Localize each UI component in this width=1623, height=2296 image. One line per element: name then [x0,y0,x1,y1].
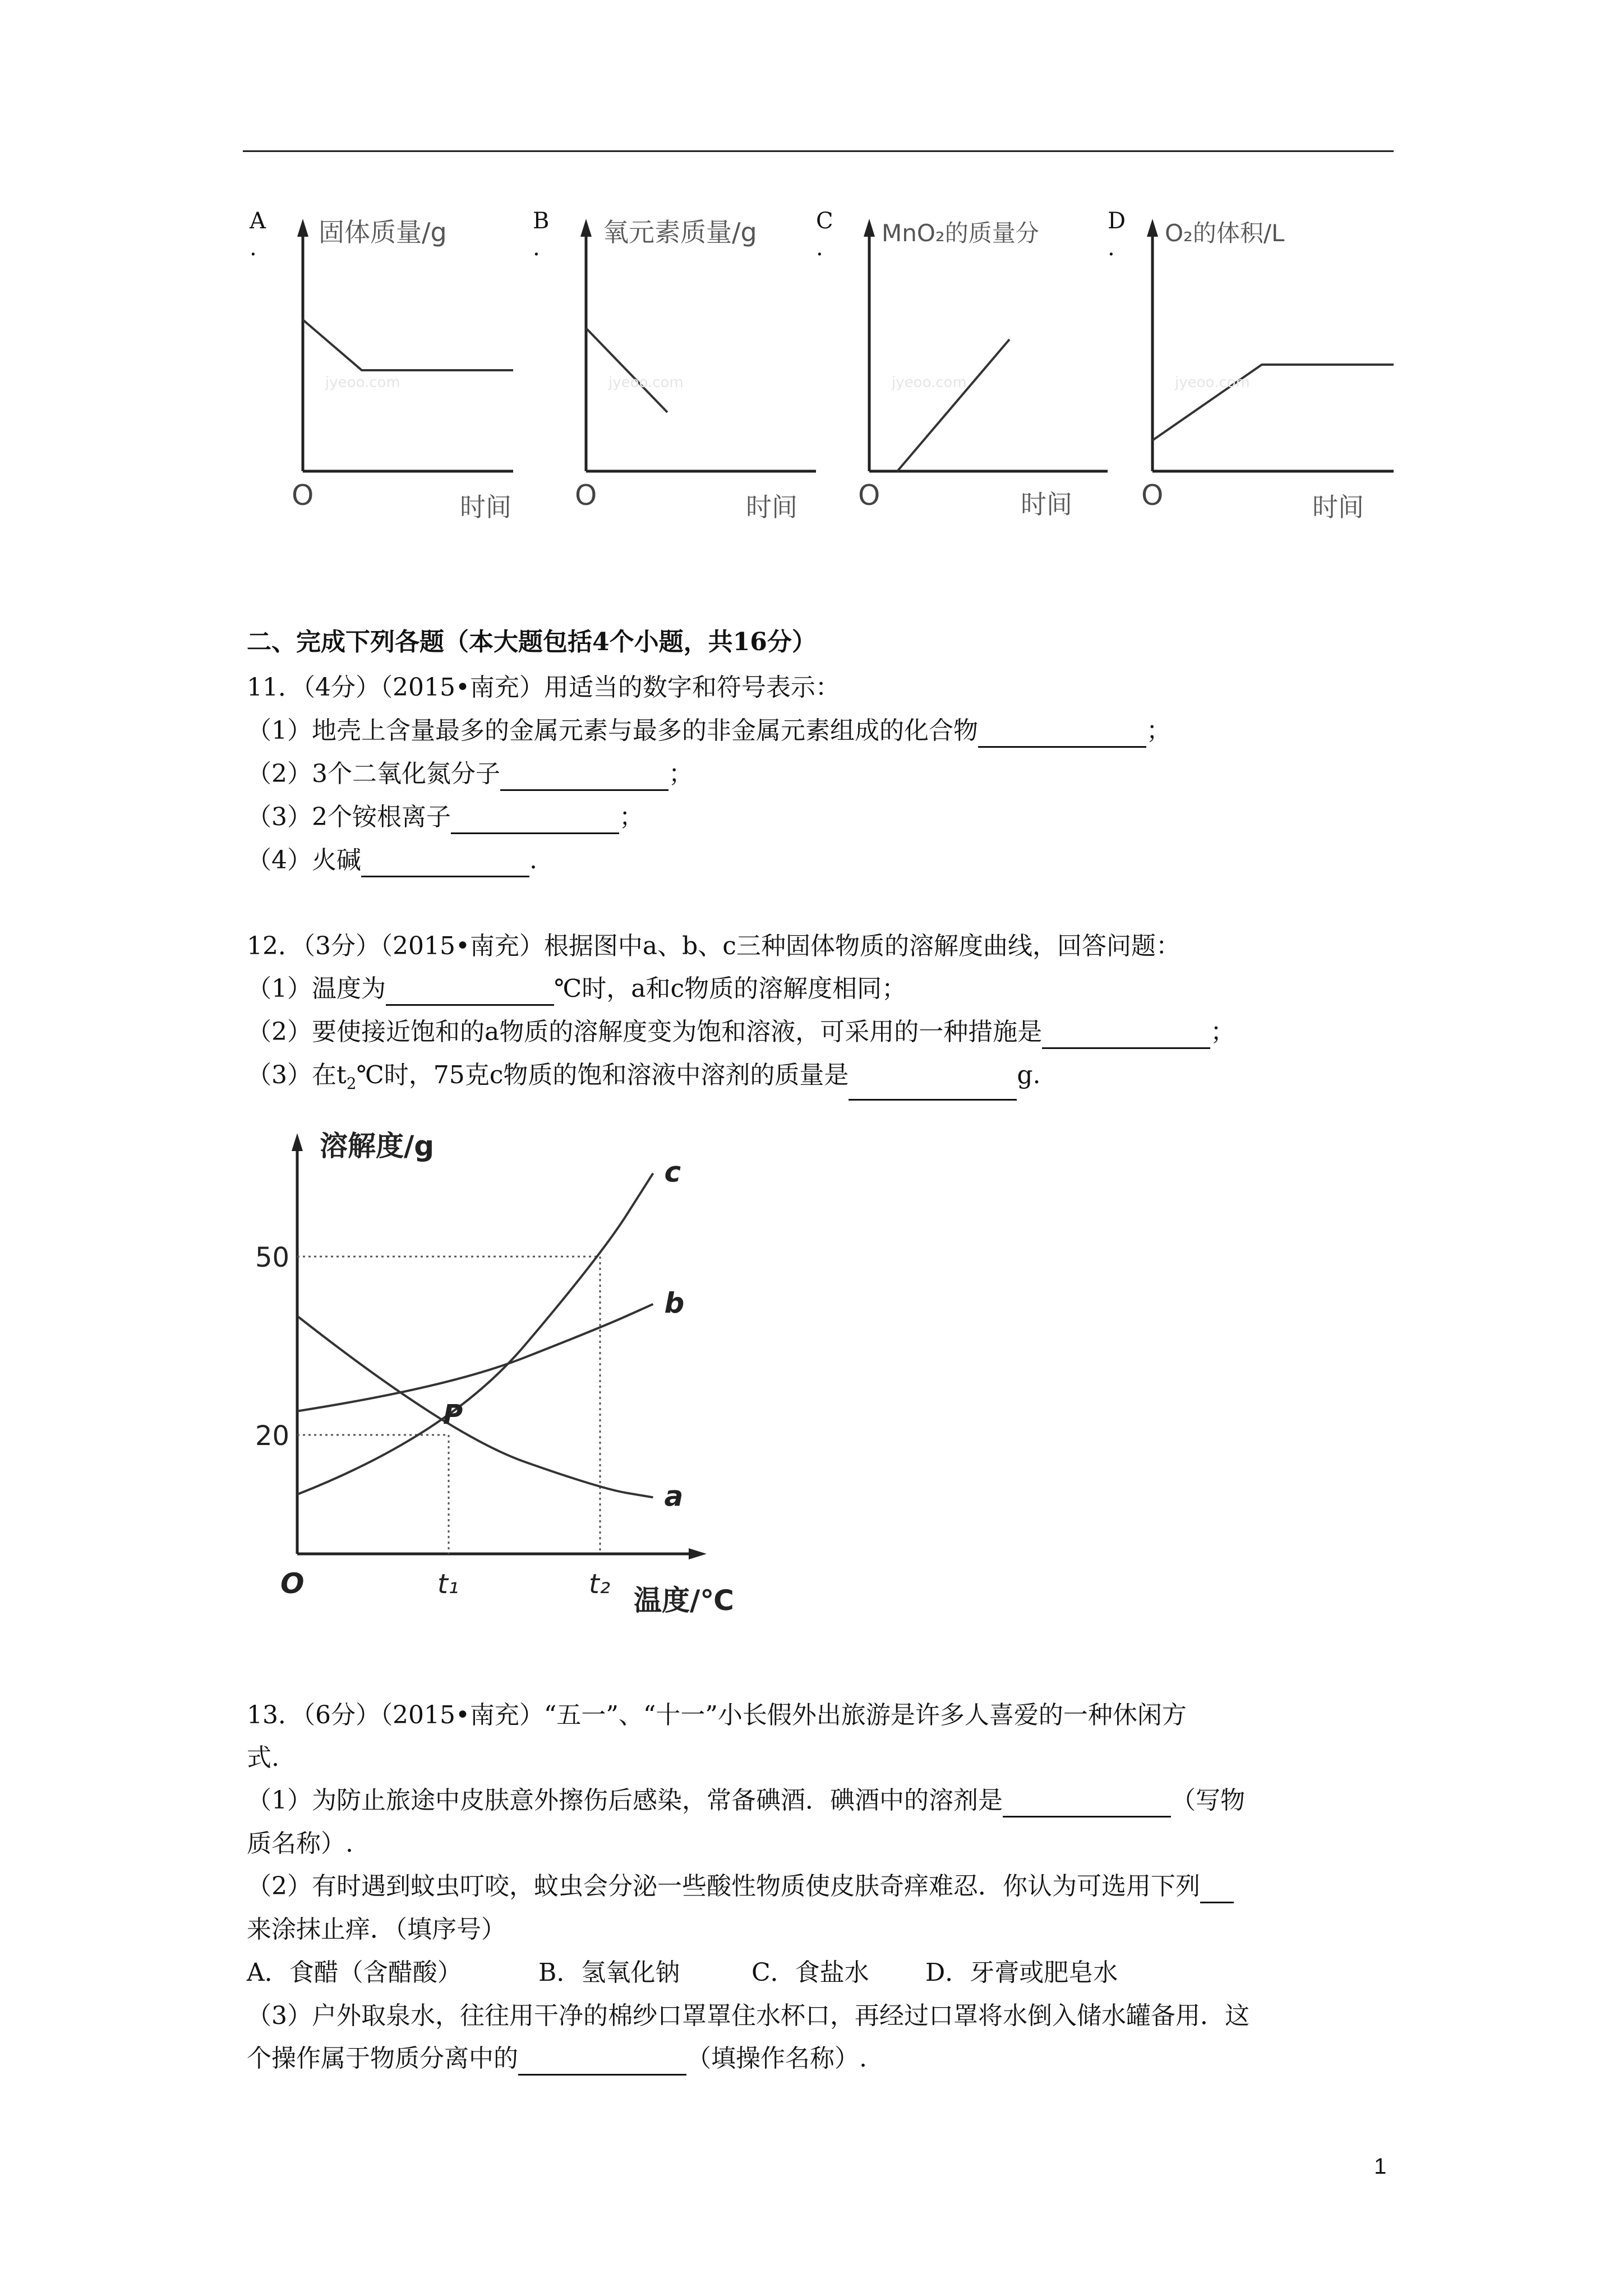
watermark: jyeoo.com [608,374,684,391]
y-axis-label: 固体质量/g [319,217,447,247]
watermark: jyeoo.com [325,374,400,391]
q13-item-3-cont: 个操作属于物质分离中的 （填操作名称）. [247,2042,867,2076]
answer-blank[interactable] [451,806,619,834]
q12-item-3: （3）在$t_2℃$时，75克c物质的饱和溶液中溶剂的质量是 g. [247,1059,1041,1101]
q13-options [247,1956,1118,1990]
series-label-c: c [664,1156,681,1189]
q12-item-2: （2）要使接近饱和的a物质的溶解度变为饱和溶液，可采用的一种措施是 ； [247,1015,1235,1049]
x-axis-label: 时间 [460,492,511,522]
option-a-label: A . [250,208,266,261]
y-axis-arrow [1147,219,1158,237]
q11-item-3: （3）2个铵根离子 ； [247,800,644,834]
section-title: 二、完成下列各题（本大题包括4个小题，共16分） [247,628,817,656]
q11-item-1: （1）地壳上含量最多的金属元素与最多的非金属元素组成的化合物 ； [247,714,1171,748]
answer-blank[interactable] [500,762,668,791]
graph-line [303,320,513,370]
y-axis-label: O₂的体积/L [1165,219,1285,247]
y-axis-arrow [864,219,875,237]
header-rule [243,150,1394,152]
q13-stem-1: 13．（6分）（2015•南充）“五一”、“十一”小长假外出旅游是许多人喜爱的一种休闲方 [247,1701,1187,1729]
y-axis-arrow [292,1133,303,1151]
graph-a [275,202,555,527]
graph-b [558,202,838,527]
option-b: B．氢氧化钠 [538,1958,680,1987]
q13-stem-2: 式. [247,1743,279,1772]
series-label-a: a [664,1480,684,1513]
origin-label: O [858,479,880,512]
q11-item-4: （4）火碱 . [247,844,537,877]
y-axis-arrow [580,219,592,237]
y-tick-label: 50 [255,1242,290,1273]
x-axis-label: 时间 [1312,492,1364,522]
q13-item-3: （3）户外取泉水，往往用干净的棉纱口罩罩住水杯口，再经过口罩将水倒入储水罐备用．这 [247,2001,1249,2030]
q12-stem: 12．（3分）（2015•南充）根据图中a、b、c三种固体物质的溶解度曲线，回答问题： [247,932,1181,960]
option-c-label: C . [816,208,833,261]
answer-blank[interactable] [978,719,1146,748]
x-axis-arrow [689,1548,707,1559]
option-b-label: B . [533,208,550,261]
curve-c [297,1174,653,1494]
watermark: jyeoo.com [892,374,967,391]
q11-stem: 11．（4分）（2015•南充）用适当的数字和符号表示： [247,673,840,702]
watermark: jyeoo.com [1175,374,1250,391]
x-tick-label: t₂ [589,1568,611,1600]
answer-blank[interactable] [1042,1020,1210,1049]
origin-label: O [1141,479,1164,512]
option-a: A．食醋（含醋酸） [247,1958,462,1987]
solubility-chart [241,1116,757,1644]
x-axis-label: 时间 [746,492,797,522]
page-number: 1 [1374,2154,1387,2179]
answer-blank[interactable] [361,849,529,877]
graph-line [897,339,1009,471]
q13-item-1-cont: 质名称）. [247,1829,353,1858]
origin-label: O [280,1567,305,1600]
option-d-label: D . [1108,208,1126,261]
answer-blank[interactable] [849,1072,1017,1101]
point-p-label: P [443,1399,463,1430]
origin-label: O [575,479,597,512]
y-axis-arrow [297,219,308,237]
q12-item-1: （1）温度为 ℃时，a和c物质的溶解度相同； [247,972,906,1006]
graph-line [586,328,667,412]
q13-item-2: （2）有时遇到蚊虫叮咬，蚊虫会分泌一些酸性物质使皮肤奇痒难忍．你认为可选用下列 [247,1870,1234,1903]
answer-blank[interactable] [386,977,554,1006]
x-axis-label: 时间 [1021,489,1072,519]
answer-blank[interactable] [1003,1789,1171,1818]
graph-c [841,202,1122,527]
y-axis-label: 溶解度/g [320,1130,435,1162]
origin-label: O [292,479,314,512]
y-tick-label: 20 [255,1420,290,1452]
q13-item-2-cont: 来涂抹止痒．（填序号） [247,1915,506,1944]
y-axis-label: 氧元素质量/g [603,217,757,247]
series-label-b: b [664,1286,685,1319]
y-axis-label: MnO₂的质量分 [882,219,1039,247]
q11-item-2: （2）3个二氧化氮分子 ； [247,757,693,791]
answer-blank[interactable] [1200,1875,1234,1903]
option-d: D．牙膏或肥皂水 [925,1958,1118,1987]
graph-d [1124,202,1394,527]
answer-blank[interactable] [518,2047,686,2076]
x-tick-label: t₁ [437,1568,459,1600]
q13-item-1: （1）为防止旅途中皮肤意外擦伤后感染，常备碘酒．碘酒中的溶剂是 （写物 [247,1784,1245,1818]
x-axis-label: 温度/℃ [634,1584,734,1617]
option-c: C．食盐水 [751,1958,869,1987]
